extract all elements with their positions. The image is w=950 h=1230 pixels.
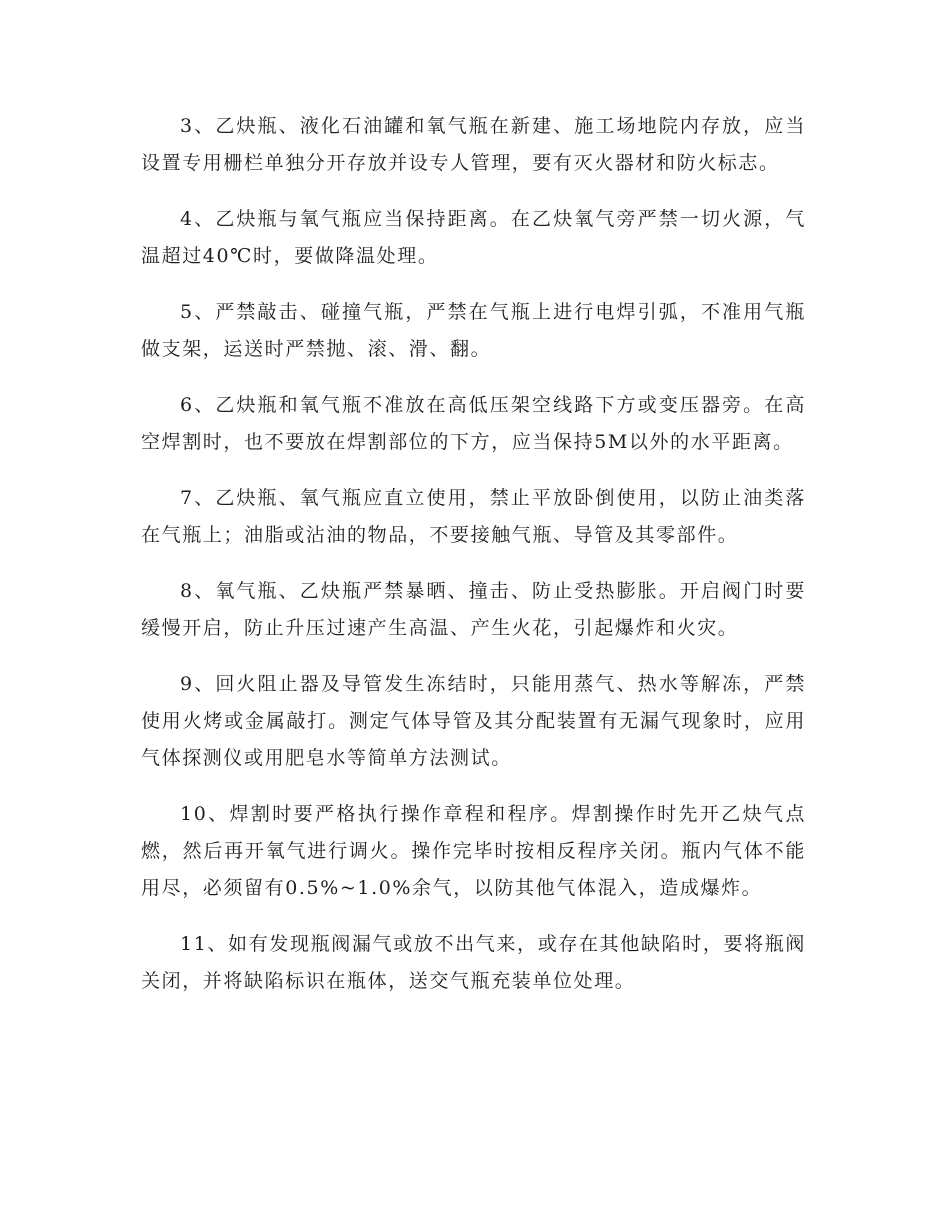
paragraph-item-5: 5、严禁敲击、碰撞气瓶，严禁在气瓶上进行电焊引弧，不准用气瓶做支架，运送时严禁抛、滚、滑、翻。 bbox=[141, 301, 806, 360]
paragraph-item-10: 10、焊割时要严格执行操作章程和程序。焊割操作时先开乙炔气点燃，然后再开氧气进行调火。操作完毕时按相反程序关闭。瓶内气体不能用尽，必须留有0.5%~1.0%余气，以防其他气体混入，造成爆炸。 bbox=[141, 803, 806, 899]
paragraph-item-8: 8、氧气瓶、乙炔瓶严禁暴晒、撞击、防止受热膨胀。开启阀门时要缓慢开启，防止升压过速产生高温、产生火花，引起爆炸和火灾。 bbox=[141, 580, 806, 639]
paragraph-item-3: 3、乙炔瓶、液化石油罐和氧气瓶在新建、施工场地院内存放，应当设置专用栅栏单独分开存放并设专人管理，要有灭火器材和防火标志。 bbox=[141, 115, 806, 174]
paragraph-item-4: 4、乙炔瓶与氧气瓶应当保持距离。在乙炔氧气旁严禁一切火源，气温超过40℃时，要做降温处理。 bbox=[141, 208, 806, 267]
document-body bbox=[141, 108, 806, 1000]
paragraph-item-11: 11、如有发现瓶阀漏气或放不出气来，或存在其他缺陷时，要将瓶阀关闭，并将缺陷标识在瓶体，送交气瓶充装单位处理。 bbox=[141, 933, 806, 992]
paragraph-item-9: 9、回火阻止器及导管发生冻结时，只能用蒸气、热水等解冻，严禁使用火烤或金属敲打。测定气体导管及其分配装置有无漏气现象时，应用气体探测仪或用肥皂水等简单方法测试。 bbox=[141, 673, 806, 769]
paragraph-item-6: 6、乙炔瓶和氧气瓶不准放在高低压架空线路下方或变压器旁。在高空焊割时，也不要放在焊割部位的下方，应当保持5M以外的水平距离。 bbox=[141, 394, 806, 453]
paragraph-item-7: 7、乙炔瓶、氧气瓶应直立使用，禁止平放卧倒使用，以防止油类落在气瓶上；油脂或沾油的物品，不要接触气瓶、导管及其零部件。 bbox=[141, 487, 806, 546]
